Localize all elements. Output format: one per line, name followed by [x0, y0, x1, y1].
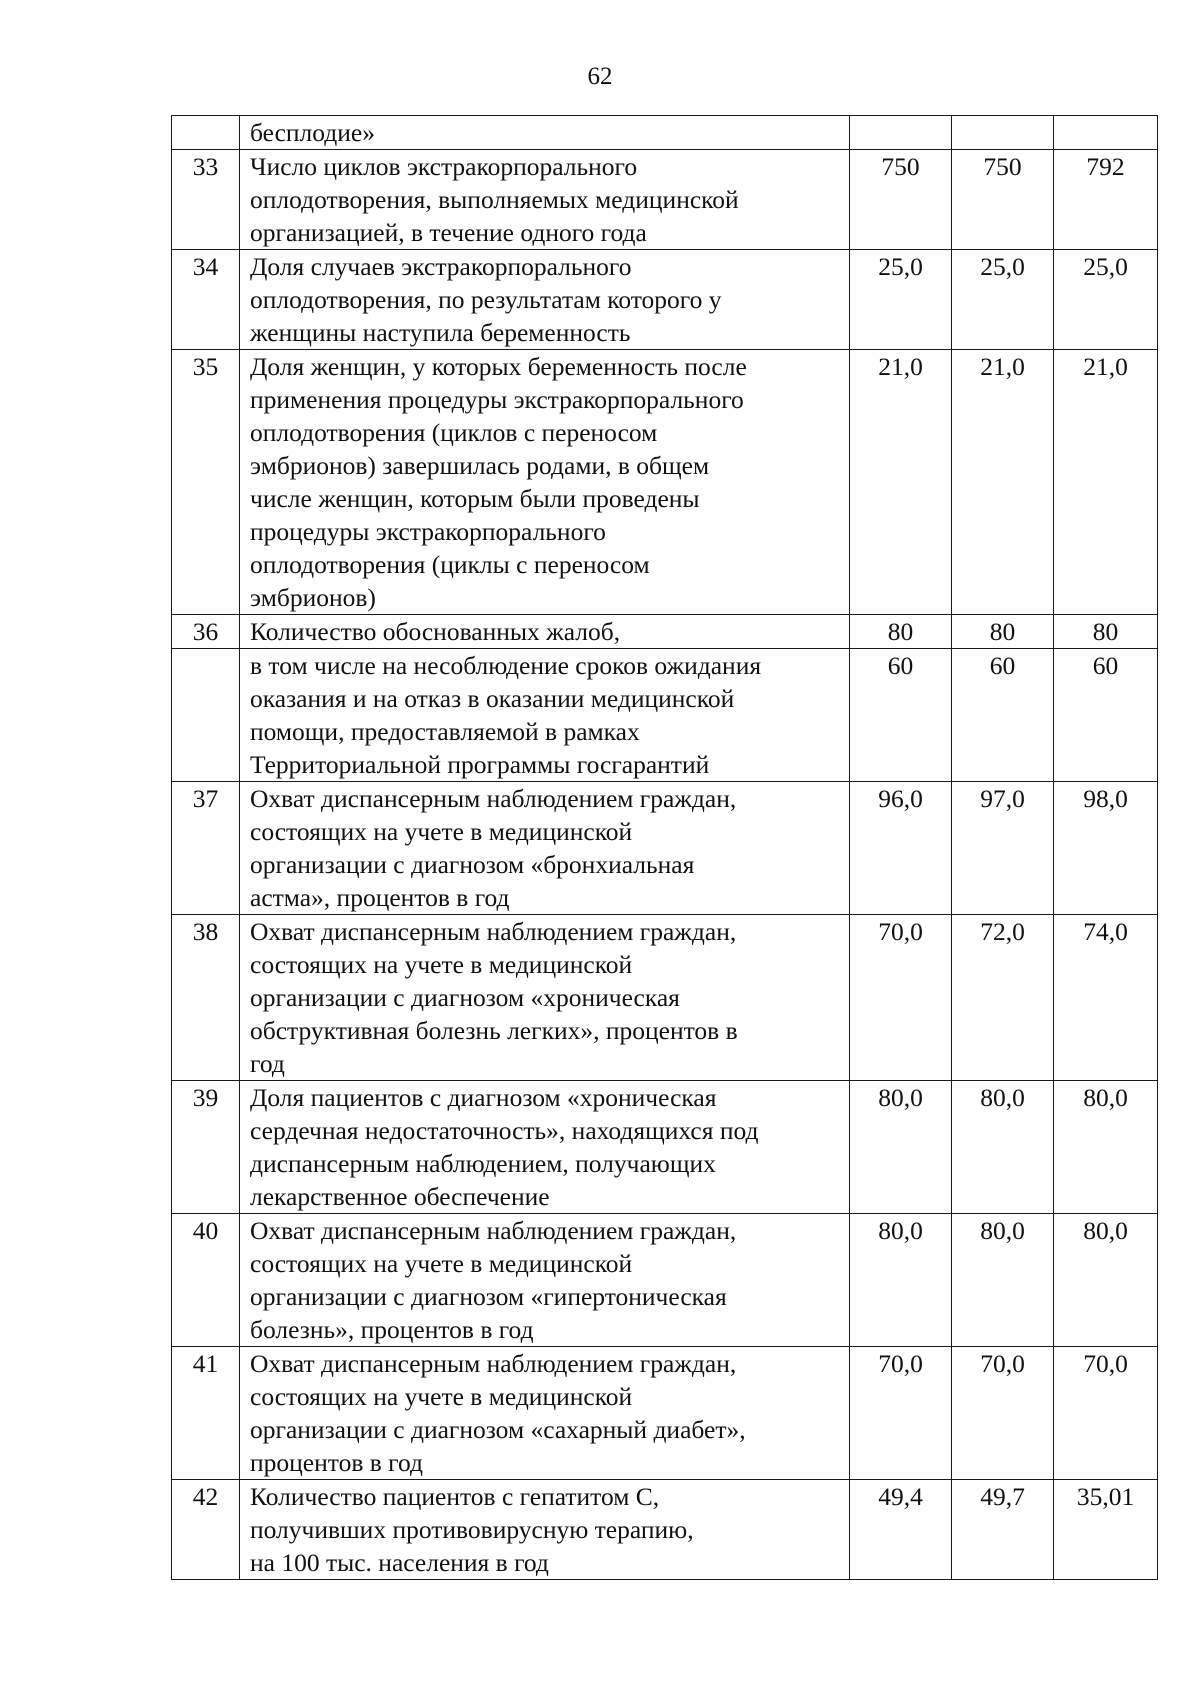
row-number: 37 — [172, 782, 240, 915]
indicator-name — [240, 915, 850, 1081]
value-year-1: 750 — [850, 150, 952, 250]
row-number: 42 — [172, 1480, 240, 1580]
indicator-text-line: организации с диагнозом «гипертоническая — [250, 1282, 727, 1311]
value-year-1: 21,0 — [850, 350, 952, 615]
indicator-text-line: Число циклов экстракорпорального — [250, 152, 638, 181]
indicator-text-line: Доля женщин, у которых беременность после — [250, 352, 747, 381]
table-row — [172, 116, 1158, 150]
value-year-2: 72,0 — [952, 915, 1054, 1081]
indicator-text-line: Доля случаев экстракорпорального — [250, 252, 632, 281]
value-year-1: 70,0 — [850, 1347, 952, 1480]
value-year-2: 21,0 — [952, 350, 1054, 615]
row-number: 36 — [172, 615, 240, 649]
table-row — [172, 1480, 1158, 1580]
indicator-text-line: в том числе на несоблюдение сроков ожидания — [250, 651, 762, 680]
indicator-text-line: диспансерным наблюдением, получающих — [250, 1149, 716, 1178]
row-number: 38 — [172, 915, 240, 1081]
indicator-text-line: астма», процентов в год — [250, 883, 510, 912]
value-year-2: 80,0 — [952, 1214, 1054, 1347]
value-year-2 — [952, 116, 1054, 150]
value-year-3: 80,0 — [1054, 1081, 1158, 1214]
value-year-1 — [850, 116, 952, 150]
indicator-text-line: состоящих на учете в медицинской — [250, 950, 633, 979]
page-number: 62 — [587, 63, 613, 90]
indicator-text-line: обструктивная болезнь легких», процентов в — [250, 1016, 738, 1045]
row-number — [172, 649, 240, 782]
indicator-text-line: эмбрионов) завершилась родами, в общем — [250, 451, 710, 480]
value-year-3: 25,0 — [1054, 250, 1158, 350]
row-number: 39 — [172, 1081, 240, 1214]
indicator-text-line: на 100 тыс. населения в год — [250, 1548, 549, 1577]
value-year-1: 80,0 — [850, 1081, 952, 1214]
indicator-name — [240, 1214, 850, 1347]
value-year-3: 792 — [1054, 150, 1158, 250]
indicators-table — [171, 115, 1158, 1580]
value-year-1: 49,4 — [850, 1480, 952, 1580]
value-year-2: 80,0 — [952, 1081, 1054, 1214]
indicator-text-line: организации с диагнозом «сахарный диабет», — [250, 1415, 746, 1444]
value-year-3: 60 — [1054, 649, 1158, 782]
value-year-2: 70,0 — [952, 1347, 1054, 1480]
row-number: 34 — [172, 250, 240, 350]
indicator-text-line: организации с диагнозом «хроническая — [250, 983, 680, 1012]
indicator-name — [240, 1480, 850, 1580]
indicator-text-line: год — [250, 1049, 285, 1078]
value-year-3: 80 — [1054, 615, 1158, 649]
indicator-text-line: женщины наступила беременность — [250, 318, 631, 347]
indicator-text-line: сердечная недостаточность», находящихся под — [250, 1116, 759, 1145]
value-year-1: 96,0 — [850, 782, 952, 915]
value-year-3 — [1054, 116, 1158, 150]
value-year-1: 60 — [850, 649, 952, 782]
value-year-3: 35,01 — [1054, 1480, 1158, 1580]
table-row — [172, 350, 1158, 615]
indicator-text-line: процентов в год — [250, 1448, 423, 1477]
table-row — [172, 615, 1158, 649]
table-row — [172, 649, 1158, 782]
value-year-1: 80,0 — [850, 1214, 952, 1347]
indicator-text-line: состоящих на учете в медицинской — [250, 1382, 633, 1411]
value-year-1: 80 — [850, 615, 952, 649]
value-year-1: 70,0 — [850, 915, 952, 1081]
value-year-2: 60 — [952, 649, 1054, 782]
indicator-name — [240, 250, 850, 350]
indicator-name — [240, 649, 850, 782]
row-number: 41 — [172, 1347, 240, 1480]
indicator-text-line: оплодотворения (циклов с переносом — [250, 418, 658, 447]
table-row — [172, 250, 1158, 350]
indicator-text-line: помощи, предоставляемой в рамках — [250, 717, 640, 746]
indicator-name — [240, 150, 850, 250]
indicator-text-line: Охват диспансерным наблюдением граждан, — [250, 1349, 737, 1378]
row-number: 33 — [172, 150, 240, 250]
indicator-text-line: оказания и на отказ в оказании медицинской — [250, 684, 735, 713]
indicator-text-line: эмбрионов) — [250, 583, 376, 612]
value-year-3: 21,0 — [1054, 350, 1158, 615]
indicator-text-line: оплодотворения (циклы с переносом — [250, 550, 650, 579]
indicator-text-line: применения процедуры экстракорпорального — [250, 385, 744, 414]
indicator-text-line: болезнь», процентов в год — [250, 1315, 534, 1344]
value-year-3: 98,0 — [1054, 782, 1158, 915]
table-row — [172, 150, 1158, 250]
value-year-3: 80,0 — [1054, 1214, 1158, 1347]
value-year-1: 25,0 — [850, 250, 952, 350]
indicator-text-line: процедуры экстракорпорального — [250, 517, 606, 546]
row-number: 40 — [172, 1214, 240, 1347]
table-row — [172, 782, 1158, 915]
indicator-text-line: Количество обоснованных жалоб, — [250, 617, 621, 646]
indicator-text-line: получивших противовирусную терапию, — [250, 1515, 694, 1544]
indicator-text-line: состоящих на учете в медицинской — [250, 1249, 633, 1278]
indicator-text-line: Охват диспансерным наблюдением граждан, — [250, 784, 737, 813]
indicator-name — [240, 782, 850, 915]
value-year-2: 97,0 — [952, 782, 1054, 915]
row-number: 35 — [172, 350, 240, 615]
table-row — [172, 1347, 1158, 1480]
indicator-name — [240, 615, 850, 649]
value-year-3: 70,0 — [1054, 1347, 1158, 1480]
table-row — [172, 1214, 1158, 1347]
indicator-name — [240, 350, 850, 615]
table-body — [172, 116, 1158, 1580]
row-number — [172, 116, 240, 150]
value-year-2: 25,0 — [952, 250, 1054, 350]
value-year-2: 49,7 — [952, 1480, 1054, 1580]
indicator-text-line: Охват диспансерным наблюдением граждан, — [250, 917, 737, 946]
indicator-name — [240, 1347, 850, 1480]
indicator-name — [240, 116, 850, 150]
table-row — [172, 915, 1158, 1081]
table-row — [172, 1081, 1158, 1214]
indicator-text-line: бесплодие» — [250, 118, 375, 147]
indicator-text-line: организацией, в течение одного года — [250, 218, 647, 247]
indicator-text-line: оплодотворения, выполняемых медицинской — [250, 185, 739, 214]
indicator-text-line: Доля пациентов с диагнозом «хроническая — [250, 1083, 717, 1112]
indicator-text-line: Территориальной программы госгарантий — [250, 750, 710, 779]
value-year-2: 80 — [952, 615, 1054, 649]
value-year-3: 74,0 — [1054, 915, 1158, 1081]
indicator-text-line: Охват диспансерным наблюдением граждан, — [250, 1216, 737, 1245]
indicator-text-line: лекарственное обеспечение — [250, 1182, 550, 1211]
indicator-text-line: Количество пациентов с гепатитом С, — [250, 1482, 660, 1511]
indicator-text-line: числе женщин, которым были проведены — [250, 484, 700, 513]
indicator-text-line: оплодотворения, по результатам которого у — [250, 285, 722, 314]
indicator-name — [240, 1081, 850, 1214]
value-year-2: 750 — [952, 150, 1054, 250]
indicator-text-line: организации с диагнозом «бронхиальная — [250, 850, 695, 879]
indicator-text-line: состоящих на учете в медицинской — [250, 817, 633, 846]
